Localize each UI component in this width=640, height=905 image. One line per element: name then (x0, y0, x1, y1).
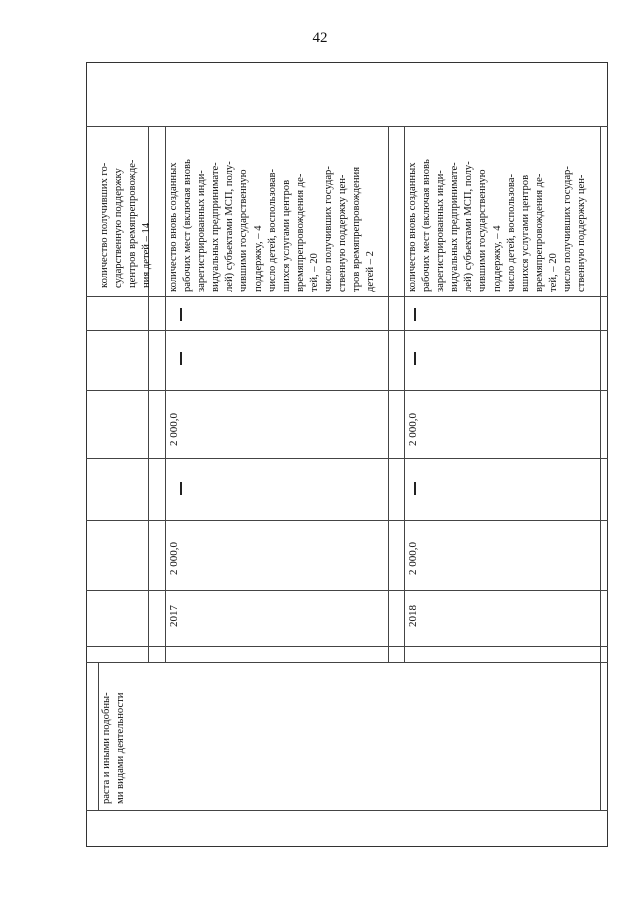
grid-line (148, 646, 149, 662)
amount-2018-b: 2 000,0 (407, 413, 419, 446)
dash-2017-2 (180, 352, 182, 365)
grid-line (600, 126, 601, 646)
amount-2017-b: 2 000,0 (168, 413, 180, 446)
page-number: 42 (312, 30, 328, 46)
grid-line (600, 662, 601, 810)
grid-line (404, 646, 405, 662)
dash-2017-1 (180, 482, 182, 495)
amount-2018-a: 2 000,0 (407, 542, 419, 575)
grid-line (404, 126, 405, 646)
year-2018: 2018 (407, 605, 419, 627)
amount-2017-a: 2 000,0 (168, 542, 180, 575)
indicators-2017: количество вновь созданных рабочих мест (включая вновь зарегистрированных инди- видуальных предпринимате- лей) субъектами МСП, полу- чившими государственную поддержку, – 4 число детей, воспользовав- шихся услугами центров времяпрепровождения де- тей, – 20 число получивших государ- ственную поддержку цен- тров времяпрепровождения детей – 2 (168, 159, 377, 292)
grid-line (165, 646, 166, 662)
indicators-2018: количество вновь созданных рабочих мест (включая вновь зарегистрированных инди- видуальных предпринимате- лей) субъектами МСП, полу- чившими государственную поддержку, – 4 число детей, воспользова- вшихся услугами центров времяпрепровождения де- тей, – 20 число получивших государ- ственную поддержку цен- (407, 159, 588, 292)
grid-line (388, 646, 389, 662)
grid-line (388, 126, 389, 646)
year-2017: 2017 (168, 605, 180, 627)
grid-line (86, 662, 608, 663)
top-row-text: количество получивших го- сударственную поддержку центров времяпрепровожде- ния детей – 14 (99, 159, 153, 288)
grid-line (86, 810, 608, 811)
grid-line (165, 126, 166, 646)
dash-2017-3 (180, 308, 182, 321)
grid-line (98, 662, 99, 810)
grid-line (600, 646, 601, 662)
activity-text: раста и иными подобны- ми видами деятельности (101, 692, 127, 804)
dash-2018-3 (414, 308, 416, 321)
dash-2018-1 (414, 482, 416, 495)
dash-2018-2 (414, 352, 416, 365)
